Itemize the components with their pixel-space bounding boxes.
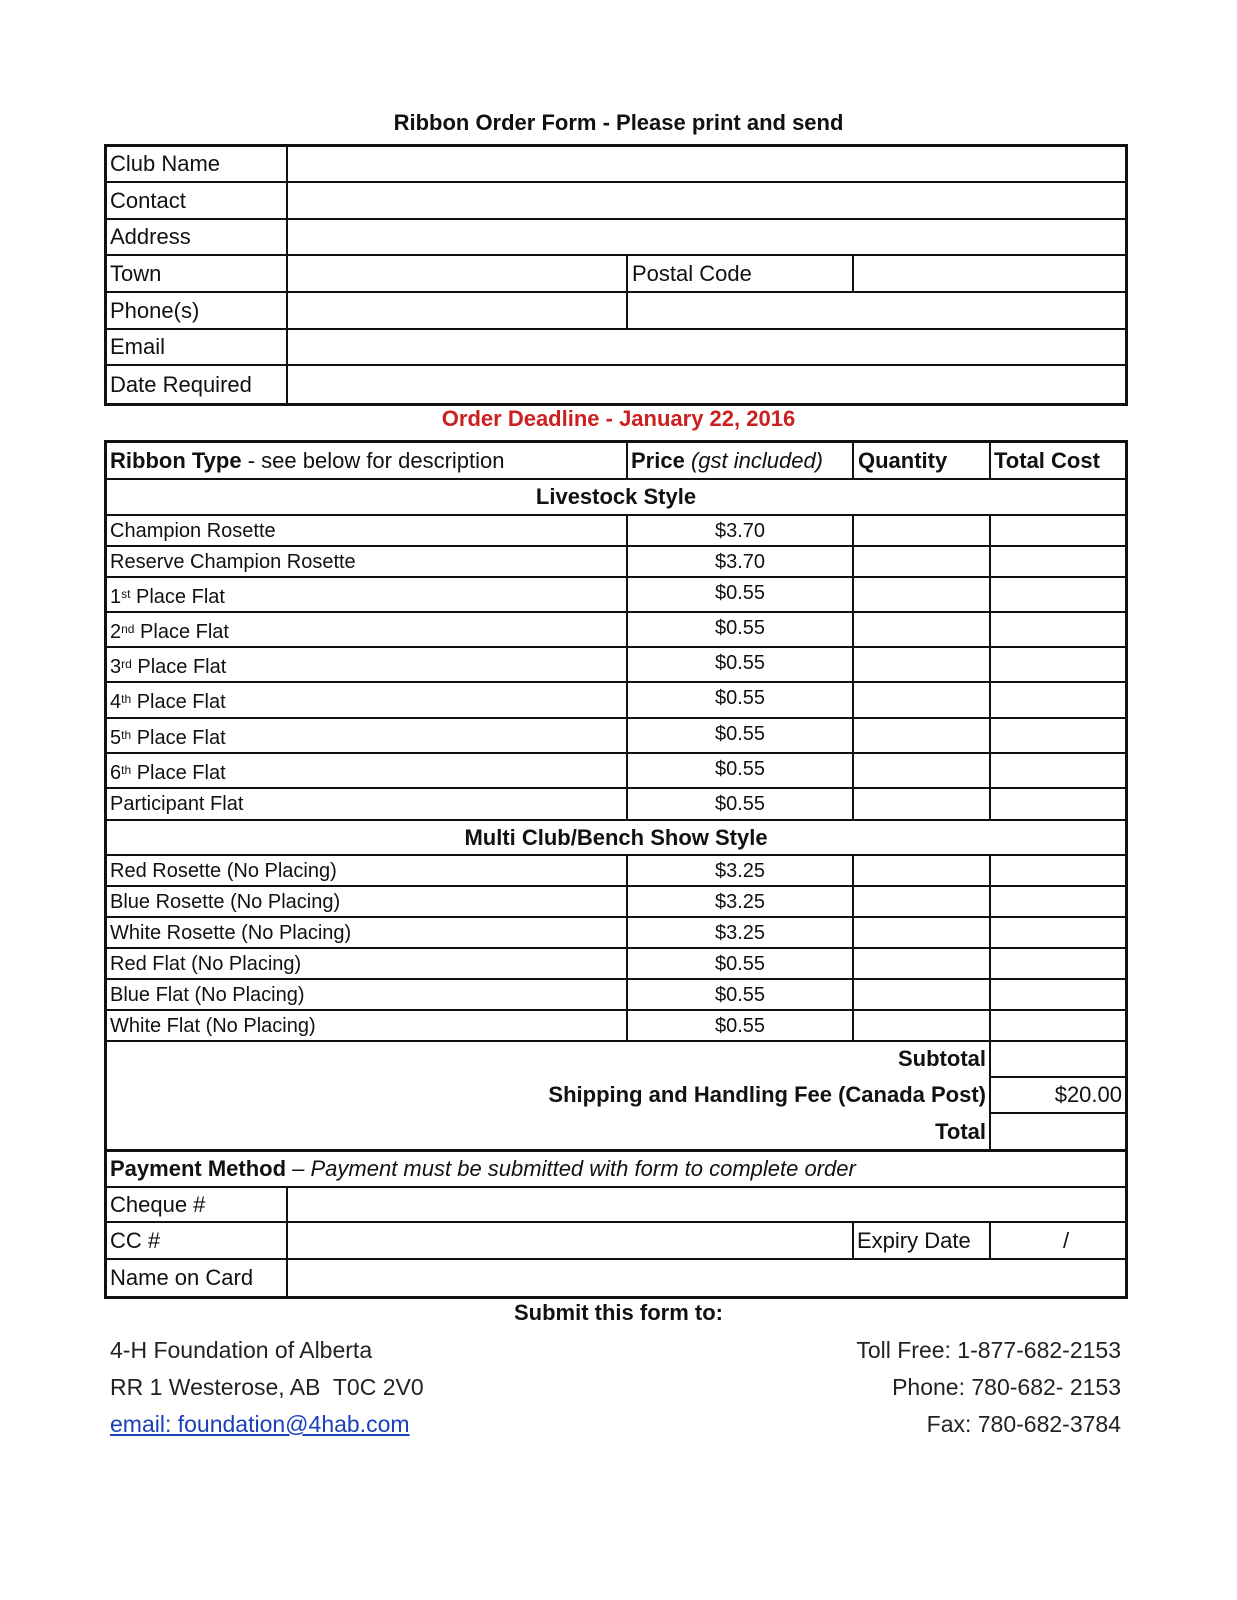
payment-method-title: Payment Method — [110, 1156, 287, 1181]
email-link[interactable]: email: foundation@4hab.com — [110, 1411, 410, 1437]
postal-code-label: Postal Code — [632, 260, 752, 286]
column-divider — [286, 146, 288, 404]
total-cost-field[interactable] — [991, 683, 1126, 717]
cc-label: CC # — [110, 1227, 161, 1253]
ordinal-number: 5 — [110, 726, 122, 749]
ribbon-name-text: Place Flat — [130, 585, 225, 608]
subtotal-label: Subtotal — [898, 1046, 986, 1071]
total-cost-header: Total Cost — [994, 447, 1100, 473]
ordinal-number: 3 — [110, 655, 122, 678]
ordinal-number: 6 — [110, 761, 122, 784]
quantity-field[interactable] — [854, 856, 989, 885]
total-cost-field[interactable] — [991, 754, 1126, 787]
date-required-label: Date Required — [110, 371, 252, 397]
name-on-card-label: Name on Card — [110, 1265, 254, 1290]
column-divider — [626, 443, 628, 479]
contact-label: Contact — [110, 187, 186, 213]
total-cost-field[interactable] — [991, 789, 1126, 819]
total-cost-field[interactable] — [991, 856, 1126, 885]
phones-label: Phone(s) — [110, 297, 200, 323]
ribbon-price: $0.55 — [714, 952, 766, 975]
quantity-field[interactable] — [854, 547, 989, 577]
ribbon-price: $0.55 — [714, 581, 766, 604]
shipping-label: Shipping and Handling Fee (Canada Post) — [548, 1082, 986, 1107]
column-divider — [286, 1188, 288, 1297]
ribbon-price: $0.55 — [714, 722, 766, 745]
email-label: Email — [110, 334, 166, 359]
column-divider — [852, 256, 854, 292]
total-cost-field[interactable] — [991, 918, 1126, 947]
email-field[interactable] — [290, 330, 1124, 364]
town-field[interactable] — [290, 256, 626, 291]
total-cost-field[interactable] — [991, 648, 1126, 681]
total-cost-field[interactable] — [991, 887, 1126, 916]
ribbon-name: Reserve Champion Rosette — [110, 550, 356, 573]
total-field[interactable] — [991, 1114, 1126, 1149]
ribbon-name: White Rosette (No Placing) — [110, 921, 352, 944]
quantity-field[interactable] — [854, 887, 989, 916]
phone-number: Phone: 780-682- 2153 — [892, 1374, 1121, 1400]
ribbon-price: $3.70 — [714, 550, 766, 573]
quantity-field[interactable] — [854, 516, 989, 546]
ribbon-name: 2 $^{nd}$ Place Flat — [110, 620, 229, 643]
ordinal-number: 1 — [110, 585, 122, 608]
ribbon-name-text: Place Flat — [134, 620, 229, 643]
toll-free-number: Toll Free: 1-877-682-2153 — [856, 1337, 1121, 1363]
subtotal-field[interactable] — [991, 1042, 1126, 1076]
total-cost-field[interactable] — [991, 980, 1126, 1009]
price-header-note: (gst included) — [684, 447, 824, 473]
quantity-field[interactable] — [854, 648, 989, 681]
ribbon-name: Champion Rosette — [110, 519, 276, 542]
date-required-field[interactable] — [290, 366, 1124, 403]
ribbon-name-text: Place Flat — [131, 655, 227, 678]
quantity-field[interactable] — [854, 613, 989, 646]
postal-code-field[interactable] — [856, 256, 1124, 291]
ribbon-price: $0.55 — [714, 686, 766, 709]
ribbon-name: Blue Rosette (No Placing) — [110, 890, 341, 913]
quantity-field[interactable] — [854, 754, 989, 787]
quantity-field[interactable] — [854, 683, 989, 717]
order-deadline: Order Deadline - January 22, 2016 — [441, 406, 796, 431]
column-divider — [852, 1223, 854, 1259]
ribbon-price: $0.55 — [714, 1014, 766, 1037]
ribbon-price: $0.55 — [714, 792, 766, 815]
ribbon-type-header-note: - see below for description — [241, 447, 505, 473]
total-cost-field[interactable] — [991, 578, 1126, 611]
phone-field-2[interactable] — [630, 293, 1124, 328]
price-header-bold: Price — [631, 447, 685, 473]
town-label: Town — [110, 260, 162, 286]
ribbon-name: Red Rosette (No Placing) — [110, 859, 337, 882]
ribbon-price: $0.55 — [714, 616, 766, 639]
submit-heading: Submit this form to: — [514, 1300, 723, 1325]
payment-method-note: – Payment must be submitted with form to complete order — [286, 1156, 856, 1181]
ribbon-name-text: Place Flat — [131, 690, 226, 713]
column-divider — [626, 256, 628, 329]
quantity-field[interactable] — [854, 980, 989, 1009]
ribbon-name: Participant Flat — [110, 792, 244, 815]
payment-method-heading — [110, 1152, 1124, 1186]
org-address: RR 1 Westerose, AB T0C 2V0 — [110, 1374, 424, 1400]
cheque-label: Cheque # — [110, 1191, 206, 1217]
quantity-header: Quantity — [858, 447, 948, 473]
total-cost-field[interactable] — [991, 613, 1126, 646]
quantity-field[interactable] — [854, 789, 989, 819]
ribbon-price: $3.70 — [714, 519, 766, 542]
quantity-field[interactable] — [854, 578, 989, 611]
club-name-field[interactable] — [290, 146, 1124, 181]
name-on-card-field[interactable] — [290, 1260, 1126, 1296]
ribbon-type-header-bold: Ribbon Type — [110, 447, 242, 473]
price-header — [631, 443, 853, 478]
ribbon-price: $3.25 — [714, 921, 766, 944]
total-cost-field[interactable] — [991, 547, 1126, 577]
cc-number-field[interactable] — [290, 1223, 852, 1258]
address-field[interactable] — [290, 220, 1124, 254]
section-header-livestock: Livestock Style — [535, 484, 697, 509]
ribbon-name-text: Place Flat — [131, 726, 226, 749]
ribbon-type-header — [110, 443, 626, 478]
ribbon-name: 3 $^{rd}$ Place Flat — [110, 655, 227, 678]
total-cost-field[interactable] — [991, 516, 1126, 546]
expiry-date-field[interactable]: / — [1062, 1227, 1070, 1253]
address-label: Address — [110, 224, 191, 249]
contact-field[interactable] — [290, 183, 1124, 218]
total-cost-field[interactable] — [991, 1011, 1126, 1040]
ribbon-name: 6 $^{th}$ Place Flat — [110, 761, 226, 784]
fax-number: Fax: 780-682-3784 — [926, 1411, 1121, 1437]
ribbon-name: 1 $^{st}$ Place Flat — [110, 585, 225, 608]
ribbon-price: $3.25 — [714, 859, 766, 882]
ribbon-name: 4 $^{th}$ Place Flat — [110, 690, 226, 713]
ordinal-number: 2 — [110, 620, 122, 643]
ribbon-name: Blue Flat (No Placing) — [110, 983, 305, 1006]
quantity-field[interactable] — [854, 949, 989, 978]
quantity-field[interactable] — [854, 918, 989, 947]
ribbon-price: $0.55 — [714, 651, 766, 674]
total-label: Total — [935, 1118, 986, 1144]
phone-field-1[interactable] — [290, 293, 626, 328]
ribbon-price: $0.55 — [714, 983, 766, 1006]
cheque-field[interactable] — [290, 1188, 1126, 1221]
ribbon-name: Red Flat (No Placing) — [110, 952, 302, 975]
ribbon-name: 5 $^{th}$ Place Flat — [110, 726, 226, 749]
total-cost-field[interactable] — [991, 719, 1126, 752]
total-cost-field[interactable] — [991, 949, 1126, 978]
ribbon-name: White Flat (No Placing) — [110, 1014, 316, 1037]
quantity-field[interactable] — [854, 1011, 989, 1040]
column-divider — [989, 443, 991, 479]
ordinal-number: 4 — [110, 690, 122, 713]
ribbon-name-text: Place Flat — [131, 761, 226, 784]
shipping-value: $20.00 — [1054, 1082, 1122, 1107]
ribbon-price: $3.25 — [714, 890, 766, 913]
ribbon-price: $0.55 — [714, 757, 766, 780]
quantity-field[interactable] — [854, 719, 989, 752]
club-name-label: Club Name — [110, 150, 221, 176]
expiry-date-label: Expiry Date — [857, 1227, 971, 1253]
section-header-multi-club: Multi Club/Bench Show Style — [464, 824, 768, 850]
page-title: Ribbon Order Form - Please print and send — [393, 110, 844, 135]
org-name: 4-H Foundation of Alberta — [110, 1337, 373, 1363]
